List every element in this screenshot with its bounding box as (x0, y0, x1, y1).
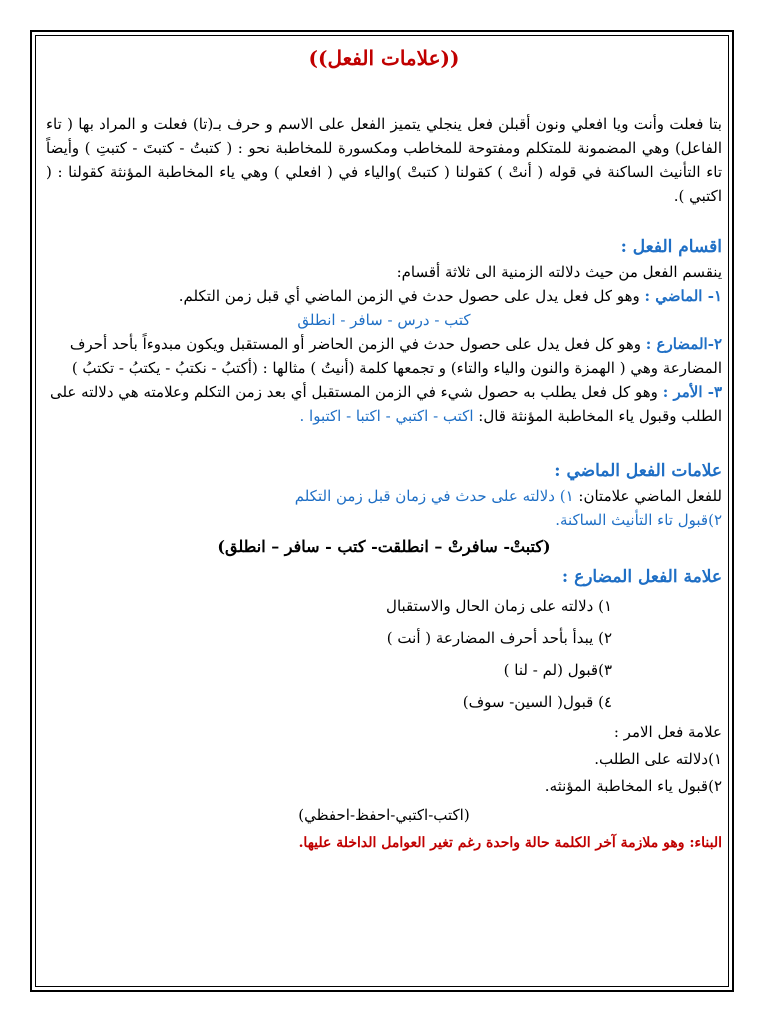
imperative-label: ٣- الأمر : (662, 383, 722, 401)
past-signs-line1 (46, 484, 722, 508)
imperative-signs-heading: علامة فعل الامر : (613, 723, 722, 741)
list-item: ١) دلالته على زمان الحال والاستقبال (386, 597, 612, 615)
past-signs-examples: (كتبتْ- سافرتْ – انطلقت- كتب - سافر – انطلق) (217, 537, 551, 556)
bina-definition (46, 830, 722, 856)
past-examples: كتب - درس - سافر - انطلق (297, 311, 471, 329)
intro-paragraph: بتا فعلت وأنت ويا افعلي ونون أقبلن فعل ينجلي يتميز الفعل على الاسم و حرف بـ(تا) فعلت و المراد بها ( تاء الفاعل) وهي المضمونة للمتكلم ومفتوحة للمخاطب ومكسورة للمخاطبة نحو : ( كتبتُ - كتبتَ - كتبتِ ) وأيضاً تاء التأنيث الساكنة في قوله ( أنتْ ) كقولنا ( كتبتْ )والياء في ( افعلي ) وهي ياء المخاطبة المؤنثة كقولنا : ( اكتبي ). (46, 115, 722, 205)
past-text: وهو كل فعل يدل على حصول حدث في الزمن الماضي أي قبل زمن التكلم. (178, 287, 645, 305)
past-signs-first: ١) دلالته على حدث في زمان قبل زمن التكلم (294, 487, 574, 505)
imperative-definition (46, 380, 722, 428)
present-label: ٢-المضارع : (645, 335, 722, 353)
present-definition (46, 332, 722, 380)
imperative-signs-list (46, 746, 722, 800)
bina-label: البناء: (684, 835, 722, 851)
list-item: ٢) يبدأ بأحد أحرف المضارعة ( أنت ) (386, 629, 612, 647)
bina-text: وهو ملازمة آخر الكلمة حالة واحدة رغم تغير العوامل الداخلة عليها. (298, 835, 685, 851)
past-signs-heading: علامات الفعل الماضي : (554, 461, 722, 481)
past-signs-second: ٢)قبول تاء التأنيث الساكنة. (555, 511, 722, 529)
list-item: ٤) قبول( السين- سوف) (462, 693, 612, 711)
imperative-text: وهو كل فعل يطلب به حصول شيء في الزمن المستقبل أي بعد زمن التكلم وعلامته هي دلالته على الطلب وقبول ياء المخاطبة المؤنثة قال: (49, 383, 722, 425)
past-label: ١- الماضي : (644, 287, 722, 305)
divisions-heading: اقسام الفعل : (620, 237, 722, 257)
present-signs-heading: علامة الفعل المضارع : (561, 567, 722, 587)
present-signs-list (46, 590, 722, 718)
divisions-lead: ينقسم الفعل من حيث دلالته الزمنية الى ثلاثة أقسام: (396, 263, 722, 281)
list-item: ٣)قبول (لم - لنا ) (503, 661, 612, 679)
page-title: ((علامات الفعل)) (308, 46, 460, 70)
past-signs-lead: للفعل الماضي علامتان: (573, 487, 722, 505)
imperative-examples: اكتب - اكتبي - اكتبا - اكتبوا . (299, 407, 474, 425)
past-definition (46, 284, 722, 308)
present-text: وهو كل فعل يدل على حصول حدث في الزمن الحاضر أو المستقبل ويكون مبدوءاً بأحد أحرف المضارعة وهي ( الهمزة والنون والياء والتاء) و تجمعها كلمة (أنيتُ ) مثالها : (أكتبُ - نكتبُ - يكتبُ - تكتبُ ) (69, 335, 722, 377)
list-item: ٢)قبول ياء المخاطبة المؤنثه. (544, 777, 722, 795)
document-body (46, 40, 722, 856)
list-item: ١)دلالته على الطلب. (594, 750, 722, 768)
imperative-signs-examples: (اكتب-اكتبي-احفظ-احفظي) (298, 806, 470, 824)
